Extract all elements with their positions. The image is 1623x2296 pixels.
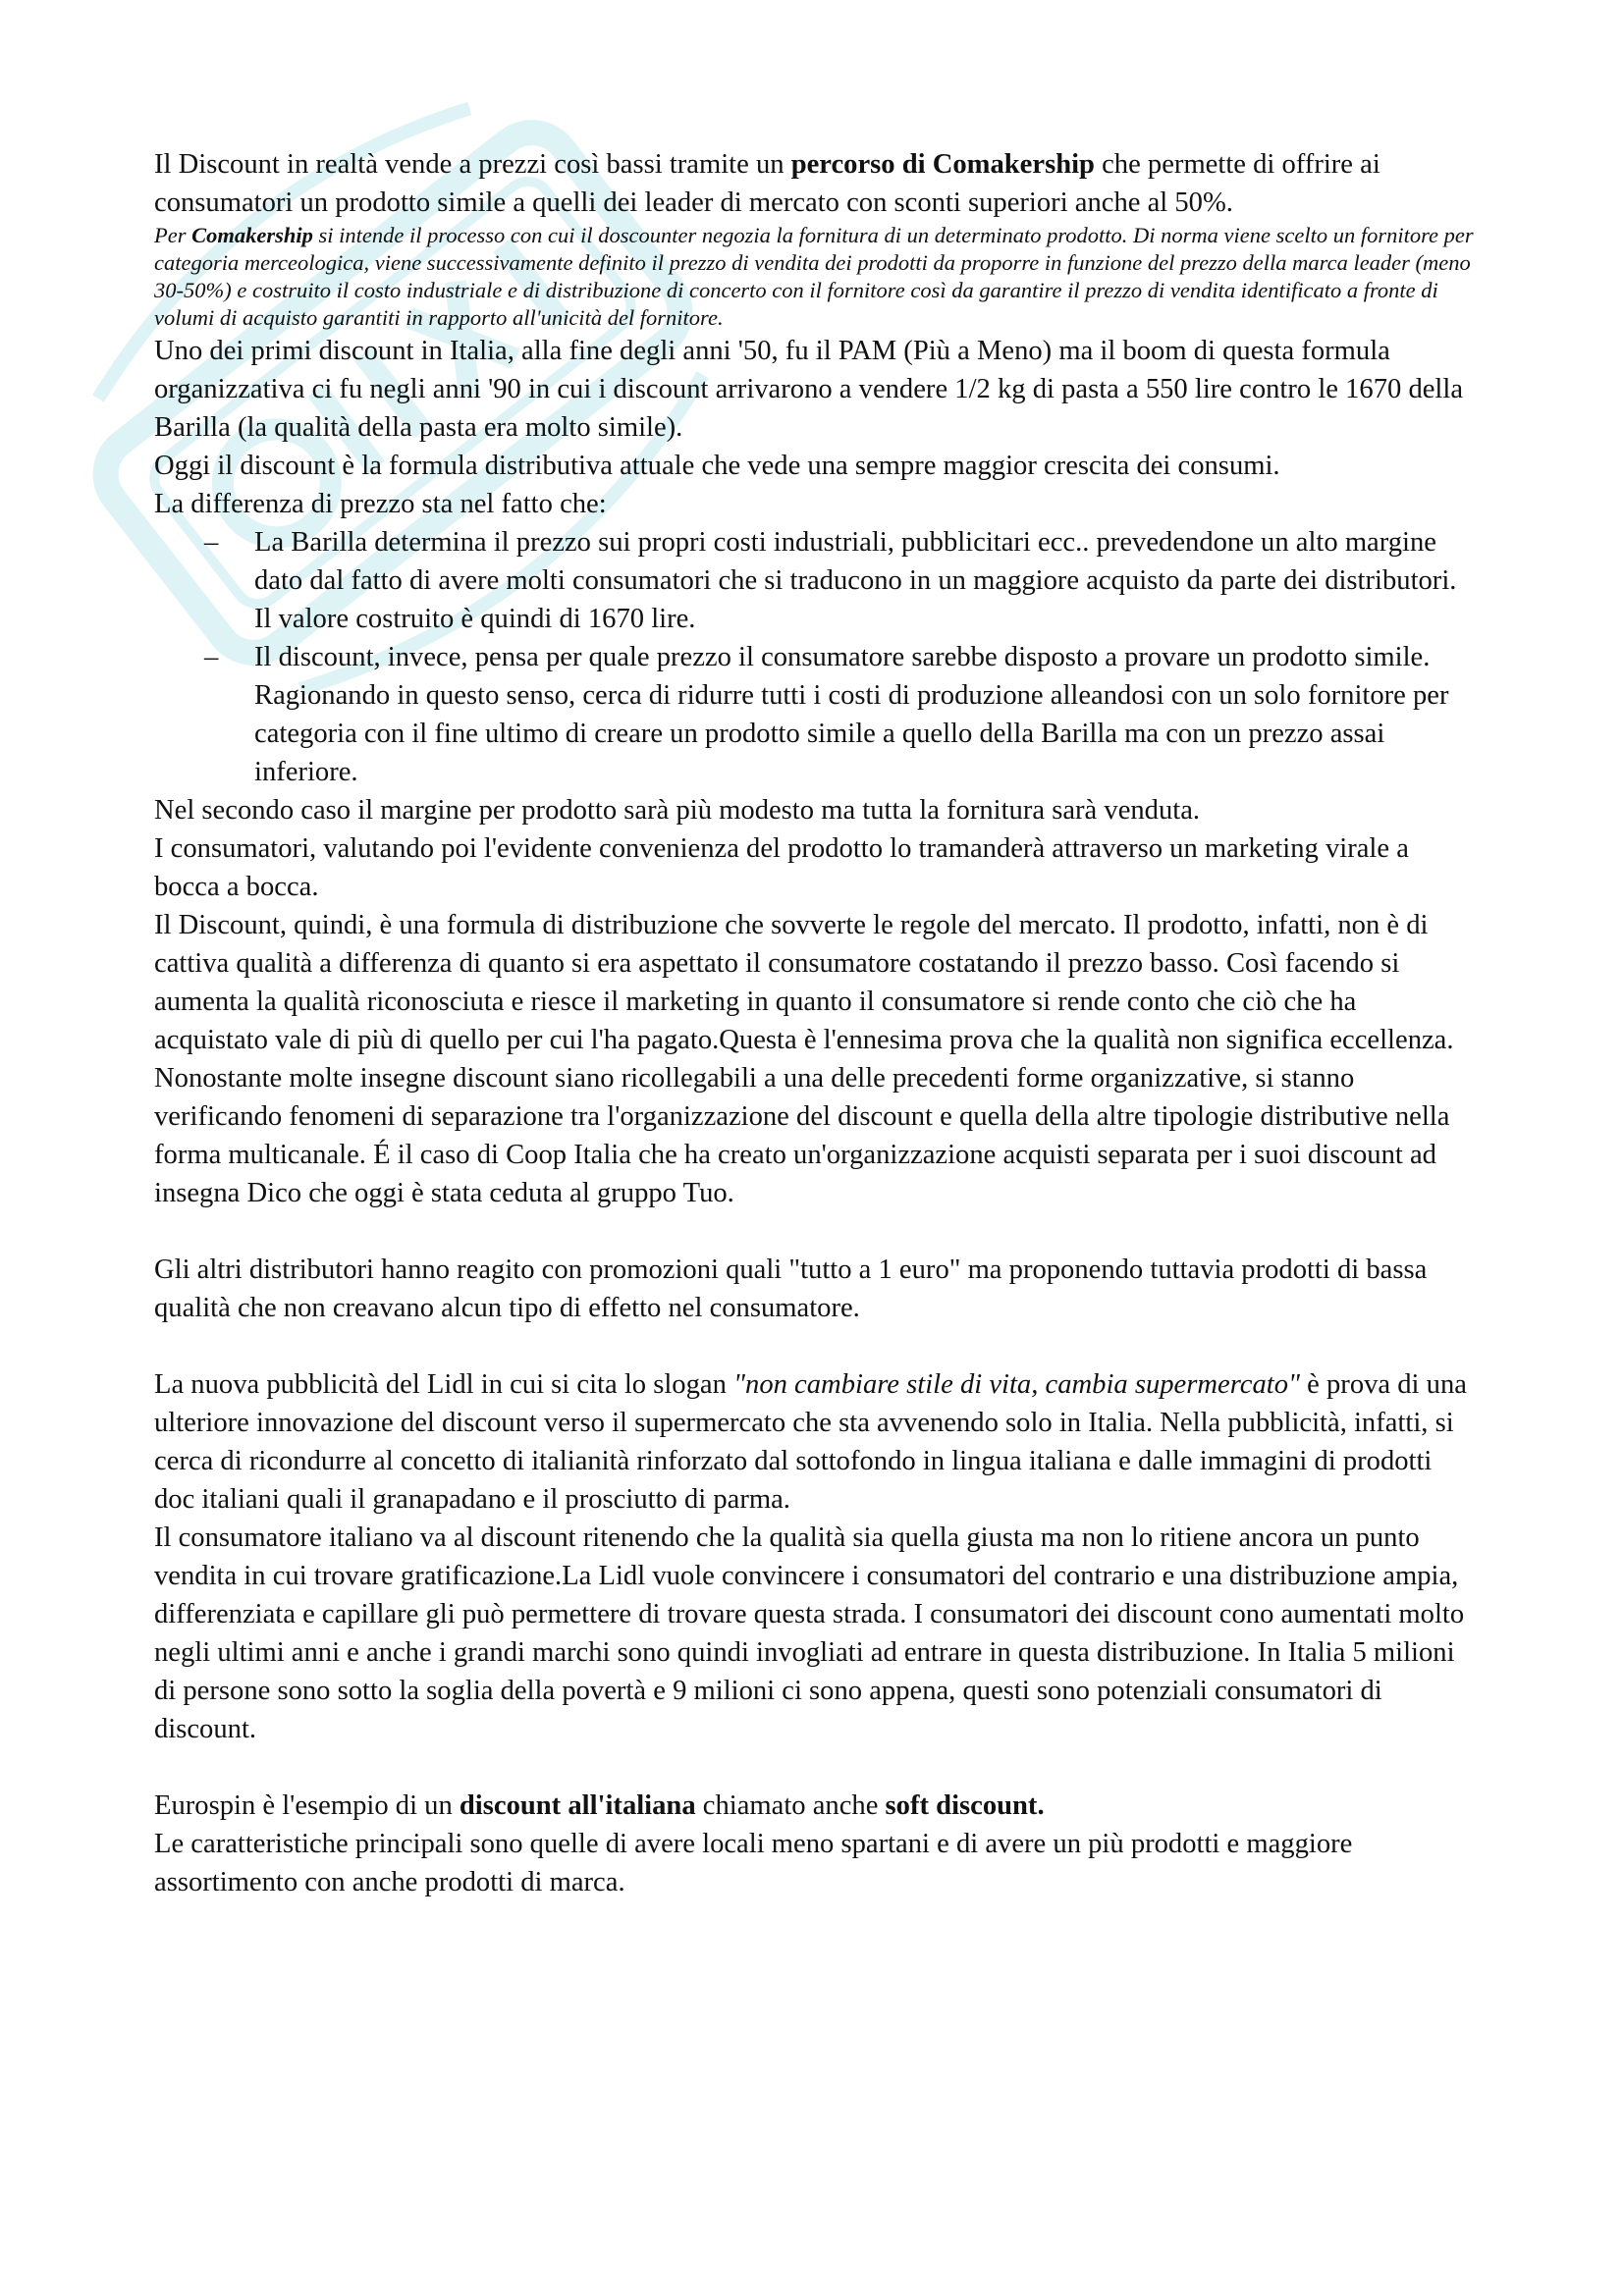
paragraph-other-distributors: Gli altri distributori hanno reagito con promozioni quali "tutto a 1 euro" ma proponendo tuttavia prodotti di bassa qualità che non creavano alcun tipo di effetto nel consumatore.: [154, 1255, 1428, 1323]
text-run: è prova di una ulteriore innovazione del discount verso il supermercato che sta avvenendo solo in Italia. Nella pubblicità, infatti, si cerca di ricondurre al concetto di italianità rinforzato dal sottofondo in lingua italiana e dalle immagini di prodotti doc italiani quali il granapadano e il prosciutto di parma.: [154, 1369, 1467, 1515]
paragraph-viral-marketing: I consumatori, valutando poi l'evidente convenienza del prodotto lo tramanderà attraverso un marketing virale a bocca a bocca.: [154, 833, 1409, 902]
list-item-discount: [154, 638, 1475, 791]
text-run: Eurospin è l'esempio di un: [154, 1790, 460, 1821]
list-item-text: Il discount, invece, pensa per quale prezzo il consumatore sarebbe disposto a provare un prodotto simile. Ragionando in questo senso, cerca di ridurre tutti i costi di produzione alleandosi con un solo fornitore per categoria con il fine ultimo di creare un prodotto simile a quello della Barilla ma con un prezzo assai inferiore.: [254, 642, 1449, 787]
paragraph-lidl-advertising: [154, 1365, 1475, 1519]
italic-note-comakership: [154, 222, 1475, 332]
paragraph-comakership-intro: [154, 145, 1475, 222]
paragraph-multichannel: Nonostante molte insegne discount siano ricollegabili a una delle precedenti forme organizzative, si stanno verificando fenomeni di separazione tra l'organizzazione del discount e quella della altre tipologie distributive nella forma multicanale. É il caso di Coop Italia che ha creato un'organizzazione acquisti separata per i suoi discount ad insegna Dico che oggi è stata ceduta al gruppo Tuo.: [154, 1063, 1450, 1208]
bold-term-comakership-note: Comakership: [191, 223, 313, 247]
paragraph-italian-consumer: Il consumatore italiano va al discount ritenendo che la qualità sia quella giusta ma non lo ritiene ancora un punto vendita in cui trovare gratificazione.La Lidl vuole convincere i consumatori del contrario e una distribuzione ampia, differenziata e capillare gli può permettere di trovare questa strada. I consumatori dei discount cono aumentati molto negli ultimi anni e anche i grandi marchi sono quindi invogliati ad entrare in questa distribuzione. In Italia 5 milioni di persone sono sotto la soglia della povertà e 9 milioni ci sono appena, questi sono potenziali consumatori di discount.: [154, 1522, 1465, 1744]
dash-bullet-icon: –: [204, 527, 219, 558]
text-run: La nuova pubblicità del Lidl in cui si cita lo slogan: [154, 1369, 734, 1400]
paragraph-gap: [154, 1748, 1475, 1787]
paragraph-discount-today: Oggi il discount è la formula distributiva attuale che vede una sempre maggior crescita dei consumi.: [154, 451, 1280, 481]
italic-slogan: "non cambiare stile di vita, cambia supermercato": [733, 1369, 1301, 1400]
list-item-text: La Barilla determina il prezzo sui propri costi industriali, pubblicitari ecc.. prevedendone un alto margine dato dal fatto di avere molti consumatori che si traducono in un maggiore acquisto da parte dei distributori. Il valore costruito è quindi di 1670 lire.: [254, 527, 1457, 634]
text-run: si intende il processo con cui il doscounter negozia la fornitura di un determinato prodotto. Di norma viene scelto un fornitore per categoria merceologica, viene successivamente definito il prezzo di vendita dei prodotti da proporre in funzione del prezzo della marca leader (meno 30-50%) e costruito il costo industriale e di distribuzione di concerto con il fornitore così da garantire il prezzo di vendita identificato a fronte di volumi di acquisto garantiti in rapporto all'unicità del fornitore.: [154, 223, 1474, 330]
paragraph-gap: [154, 1212, 1475, 1251]
text-run: Il Discount in realtà vende a prezzi così bassi tramite un: [154, 149, 791, 180]
text-run: chiamato anche: [695, 1790, 886, 1821]
list-item-barilla: [154, 523, 1475, 638]
paragraph-margin: Nel secondo caso il margine per prodotto sarà più modesto ma tutta la fornitura sarà venduta.: [154, 795, 1201, 826]
paragraph-price-difference: La differenza di prezzo sta nel fatto che:: [154, 489, 607, 519]
paragraph-market-rules: Il Discount, quindi, è una formula di distribuzione che sovverte le regole del mercato. Il prodotto, infatti, non è di cattiva qualità a differenza di quanto si era aspettato il consumatore costatando il prezzo basso. Così facendo si aumenta la qualità riconosciuta e riesce il marketing in quanto il consumatore si rende conto che ciò che ha acquistato vale di più di quello per cui l'ha pagato.Questa è l'ennesima prova che la qualità non significa eccellenza.: [154, 910, 1454, 1055]
paragraph-gap: [154, 1327, 1475, 1365]
document-body: [154, 145, 1475, 1901]
paragraph-characteristics: Le caratteristiche principali sono quelle di avere locali meno spartani e di avere un più prodotti e maggiore assortimento con anche prodotti di marca.: [154, 1829, 1353, 1897]
bold-term-soft-discount: soft discount.: [885, 1790, 1045, 1821]
dash-list: [154, 523, 1475, 791]
paragraph-pam-history: Uno dei primi discount in Italia, alla fine degli anni '50, fu il PAM (Più a Meno) ma il boom di questa formula organizzativa ci fu negli anni '90 in cui i discount arrivarono a vendere 1/2 kg di pasta a 550 lire contro le 1670 della Barilla (la qualità della pasta era molto simile).: [154, 336, 1464, 443]
text-run: Per: [154, 223, 192, 247]
text-run: che permette di offrire ai consumatori un prodotto simile a quelli dei leader di mercato con sconti superiori anche al 50%.: [154, 149, 1380, 218]
bold-term-discount-italiana: discount all'italiana: [459, 1790, 696, 1821]
dash-bullet-icon: –: [204, 642, 219, 672]
paragraph-eurospin: [154, 1787, 1475, 1825]
bold-term-comakership: percorso di Comakership: [790, 149, 1095, 180]
